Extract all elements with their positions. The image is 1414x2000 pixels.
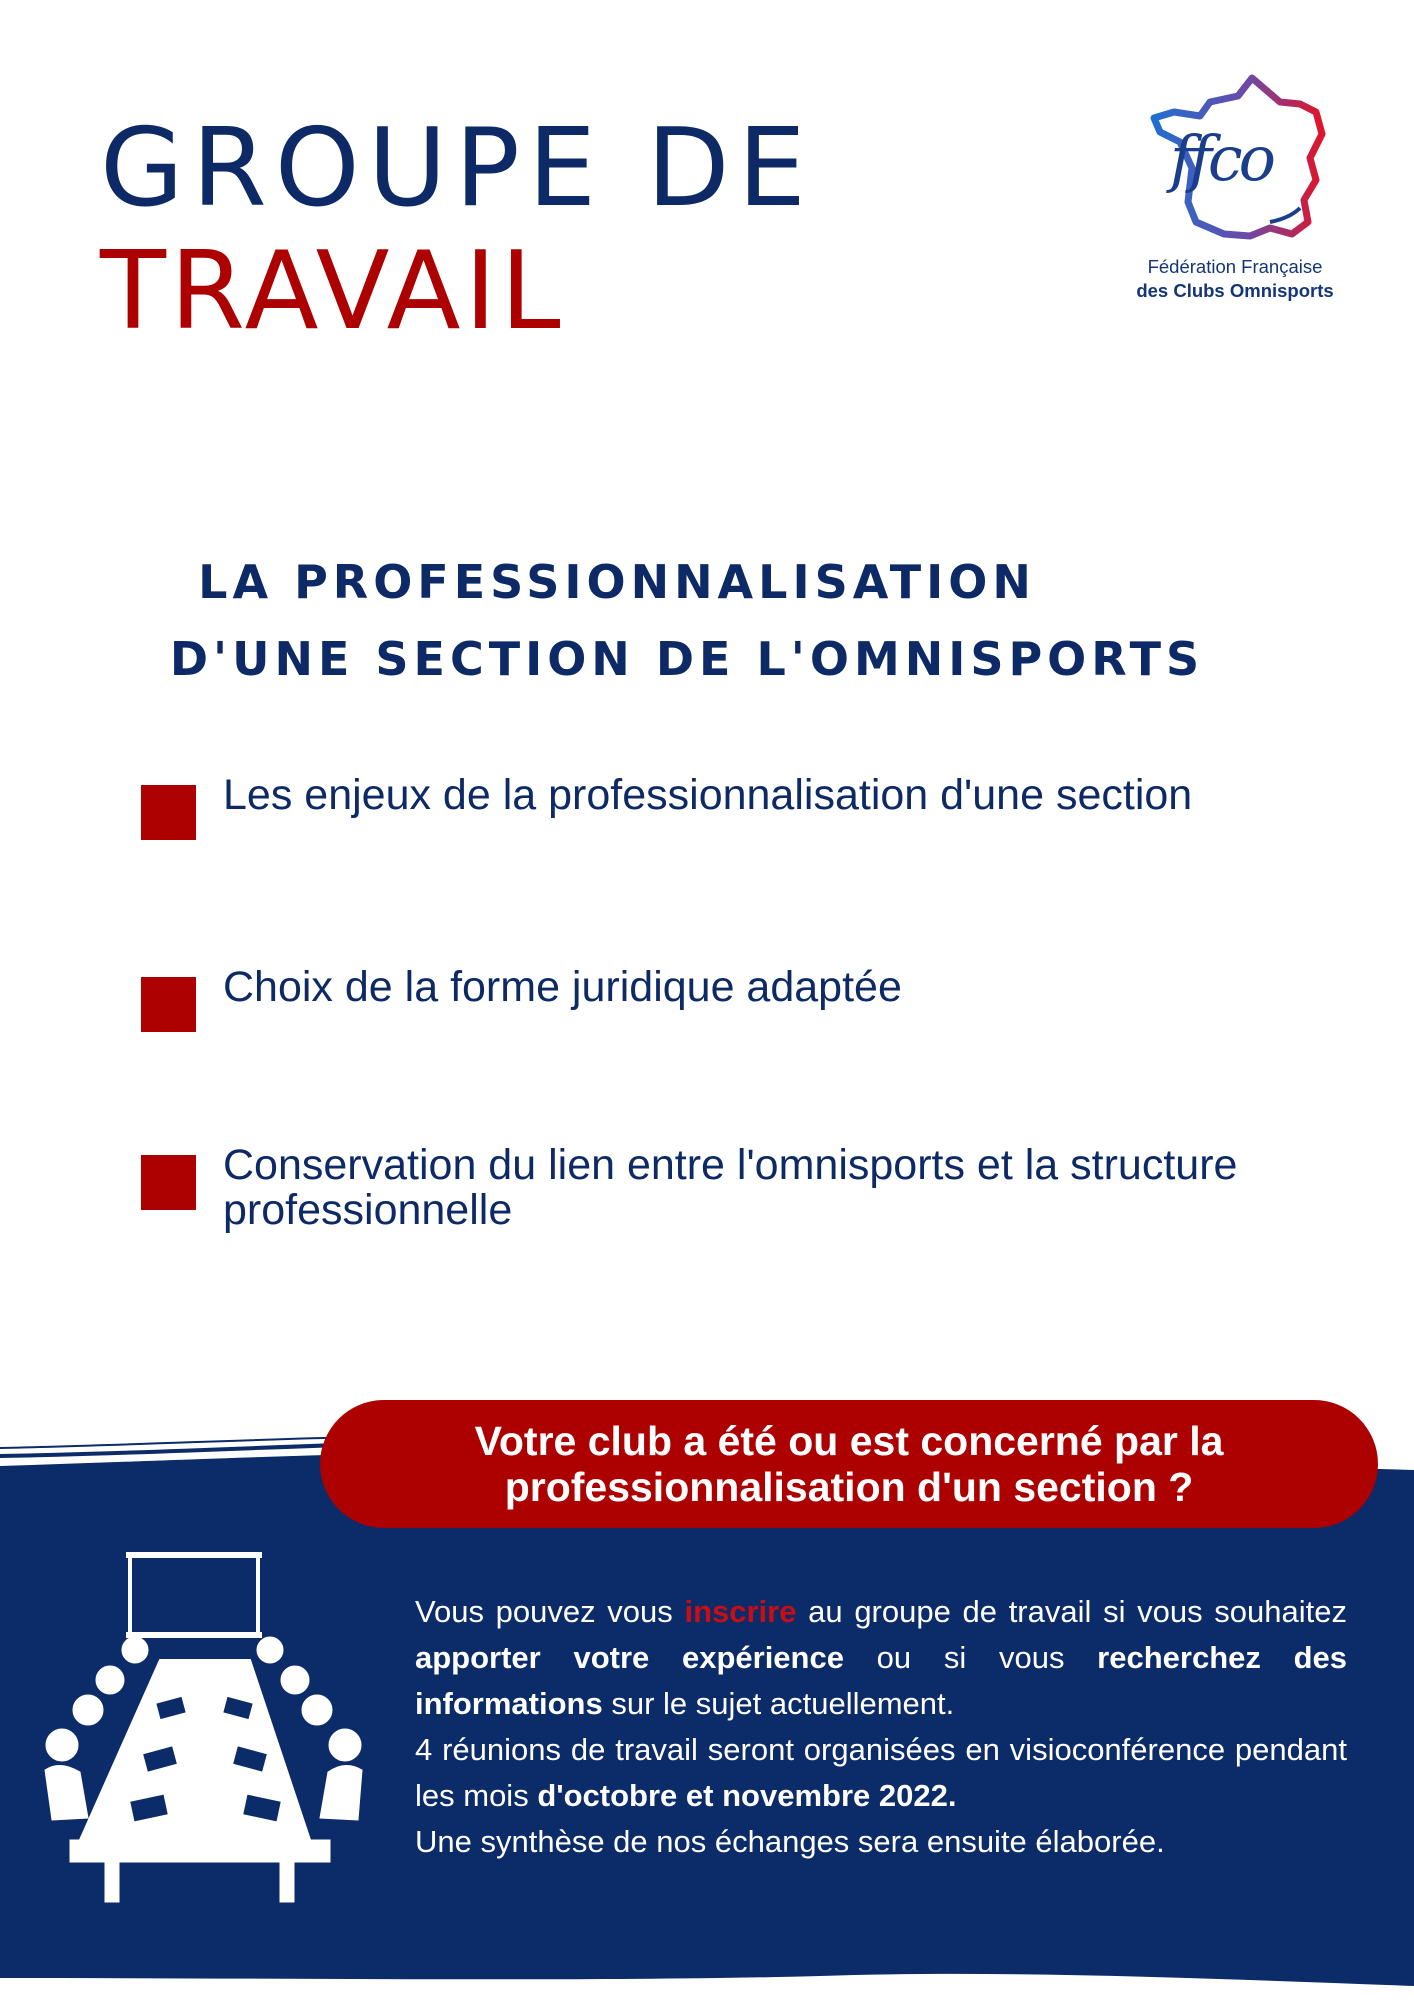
p2-text-a: 4 réunions de travail seront organisées en visioconférence pendant les mois bbox=[415, 1732, 1347, 1813]
p1-bold-1: apporter votre expérience bbox=[415, 1640, 844, 1675]
paragraph-3: Une synthèse de nos échanges sera ensuite élaborée. bbox=[415, 1824, 1165, 1859]
callout-line-2: professionnalisation d'un section ? bbox=[504, 1464, 1194, 1510]
bullet-text: Les enjeux de la professionnalisation d'une section bbox=[223, 771, 1193, 819]
callout-banner bbox=[320, 1400, 1378, 1528]
bullet-square-icon bbox=[141, 977, 196, 1032]
meeting-table-icon bbox=[40, 1550, 370, 1910]
p1-bold-2: recherchez des informations bbox=[415, 1640, 1348, 1721]
title-line-1: GROUPE DE bbox=[100, 106, 814, 231]
logo-mark: ffco bbox=[1170, 122, 1272, 195]
ffco-logo bbox=[1115, 72, 1355, 303]
bullet-square-icon bbox=[141, 1155, 196, 1210]
subtitle-line-1: LA PROFESSIONNALISATION bbox=[198, 555, 1036, 609]
subtitle-line-2: D'UNE SECTION DE L'OMNISPORTS bbox=[169, 632, 1205, 686]
paragraph-2 bbox=[415, 1727, 1347, 1819]
bullet-text: Conservation du lien entre l'omnisports et la structure professionnelle bbox=[223, 1141, 1238, 1234]
bullet-square-icon bbox=[141, 785, 196, 840]
title-line-2: TRAVAIL bbox=[100, 229, 565, 354]
p2-bold: d'octobre et novembre 2022. bbox=[537, 1778, 957, 1813]
p1-text-d: sur le sujet actuellement. bbox=[602, 1686, 955, 1721]
p1-text-c: ou si vous bbox=[843, 1640, 1098, 1675]
inscrire-link[interactable]: inscrire bbox=[684, 1594, 797, 1629]
paragraph-1 bbox=[415, 1589, 1347, 1727]
logo-line-2: des Clubs Omnisports bbox=[1136, 280, 1334, 301]
info-paragraph bbox=[415, 1589, 1347, 1865]
logo-line-1: Fédération Française bbox=[1147, 256, 1323, 277]
p1-text-b: au groupe de travail si vous souhaitez bbox=[796, 1594, 1348, 1629]
p1-text-a: Vous pouvez vous bbox=[415, 1594, 685, 1629]
callout-line-1: Votre club a été ou est concerné par la bbox=[474, 1418, 1224, 1464]
bullet-text: Choix de la forme juridique adaptée bbox=[223, 963, 902, 1011]
